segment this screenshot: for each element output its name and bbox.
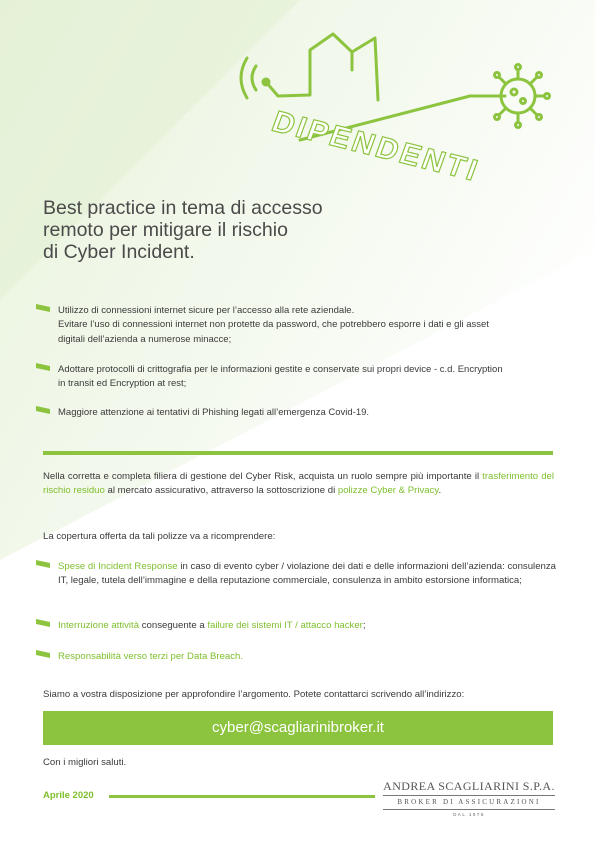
wifi-signal-icon [241,58,269,98]
coverage-highlight: Responsabilità verso terzi per Data Breach. [58,651,244,662]
list-item [36,560,556,588]
section-divider [43,451,553,455]
date-label: Aprile 2020 [43,790,94,801]
bullet-text: Evitare l’uso di connessioni internet non protette da password, che potrebbero esporre i dati e gli asset [58,319,489,331]
intro-highlight: polizze Cyber & Privacy [337,485,439,496]
coverage-item [36,650,556,664]
coverage-highlight: failure dei sistemi IT / attacco hacker [207,620,363,631]
coverage-text: in caso di evento cyber / violazione dei dati e delle informazioni dell’azienda: consulenza IT, legale, tutela dell’immagine e della reputazione commerciale, consulenza in ambito estorsione informatica; [58,561,556,586]
closing-text: Con i migliori saluti. [43,757,127,768]
bullet-marker-icon [36,304,50,312]
bullet-text: Adottare protocolli di crittografia per le informazioni gestite e conservate sui propri device - c.d. Encryption [58,363,503,375]
headline-line: di Cyber Incident. [43,241,195,263]
bullet-text: Utilizzo di connessioni internet sicure per l’accesso alla rete aziendale. [58,305,355,316]
bullet-marker-icon [36,650,50,658]
hero-word: DIPENDENTI [267,105,485,188]
list-item [36,406,566,420]
bullet-marker-icon [36,363,50,371]
intro-text: . [438,485,442,496]
logo-name: ANDREA SCAGLIARINI S.P.A. [383,779,555,793]
coverage-text: ; [362,620,366,631]
bullet-marker-icon [36,560,50,568]
coverage-text: conseguente a [139,620,208,631]
email-link[interactable]: cyber@scagliarinibroker.it [43,711,553,745]
logo-subtitle: BROKER DI ASSICURAZIONI [397,798,541,806]
best-practice-list [36,304,566,421]
coverage-highlight: Spese di Incident Response [58,561,178,572]
bullet-text: digitali dell’azienda a numerose minacce; [58,333,232,345]
headline [43,197,373,263]
headline-line: Best practice in tema di accesso [43,197,323,219]
logo-rule [383,795,555,796]
coverage-item [36,619,556,633]
list-item [36,650,556,664]
contact-text: Siamo a vostra disposizione per approfondire l’argomento. Potete contattarci scrivendo all’indirizzo: [43,689,465,700]
intro-text: Nella corretta e completa filiera di gestione del Cyber Risk, acquista un ruolo sempre più importante il [43,471,483,482]
intro-text: al mercato assicurativo, attraverso la sottoscrizione di [104,485,338,496]
headline-line: remoto per mitigare il rischio [43,219,288,241]
logo-since: DAL 1976 [453,812,485,817]
company-logo [383,779,555,819]
bullet-text: Maggiore attenzione ai tentativi di Phishing legati all’emergenza Covid-19. [58,407,370,419]
list-item [36,363,566,392]
coverage-item [36,560,556,588]
bullet-text: in transit ed Encryption at rest; [58,378,187,390]
coverage-intro: La copertura offerta da tali polizze va a ricomprendere: [43,531,276,542]
logo-rule [383,809,555,810]
coverage-highlight: Interruzione attività [58,620,140,631]
intro-paragraph [43,470,554,498]
footer-rule [109,795,375,798]
bullet-marker-icon [36,619,50,627]
bullet-marker-icon [36,406,50,414]
list-item [36,619,556,633]
intro-highlight: trasferimento del rischio residuo [43,471,555,496]
list-item [36,304,566,347]
